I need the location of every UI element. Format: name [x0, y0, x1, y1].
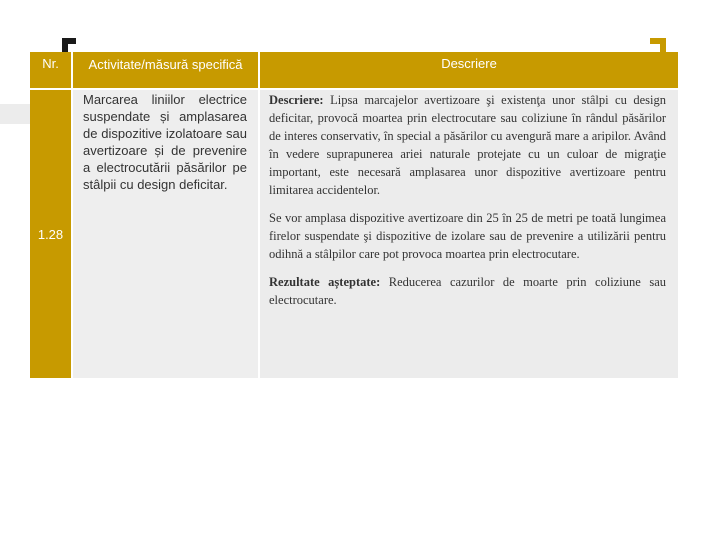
description-text: Lipsa marcajelor avertizoare şi existenţa unor stâlpi cu design deficitar, provocă moartea prin electrocutare sau coliziune în rândul păsărilor de interes conservativ, în special a păsărilor cu avengură mare a aripilor. Având în vedere suprapunerea ariei naturale protejate cu un culoar de migraţie important, este necesară amplasarea unor dispozitive avertizoare pentru limitarea accidentelor. [269, 93, 666, 197]
header-description: Descriere [260, 52, 678, 88]
corner-mark-right-vertical [660, 38, 666, 52]
description-paragraph-1 [269, 91, 666, 199]
expected-results-label: Rezultate așteptate: [269, 275, 381, 289]
description-paragraph-2 [269, 209, 666, 263]
header-nr: Nr. [30, 52, 71, 88]
expected-results-text: Reducerea cazurilor de moarte prin coliziune sau electrocutare. [269, 275, 666, 307]
side-decoration [0, 104, 30, 124]
measures-text: Se vor amplasa dispozitive avertizoare din 25 în 25 de metri pe toată lungimea firelor suspendate şi dispozitive de izolare sau de prevenire a utilizării pentru odihnă a stâlpilor care pot provoca moartea prin electrocutare. [269, 211, 666, 261]
description-cell [260, 90, 678, 378]
description-paragraph-3 [269, 273, 666, 309]
activity-table [30, 52, 678, 378]
header-activity: Activitate/măsură specifică [73, 52, 258, 88]
description-label: Descriere: [269, 93, 324, 107]
corner-mark-left-vertical [62, 38, 68, 52]
row-number: 1.28 [30, 90, 71, 378]
activity-text: Marcarea liniilor electrice suspendate și amplasarea de dispozitive izolatoare sau avertizoare și de prevenire a electrocutării păsărilor pe stâlpii cu design deficitar. [73, 90, 258, 378]
